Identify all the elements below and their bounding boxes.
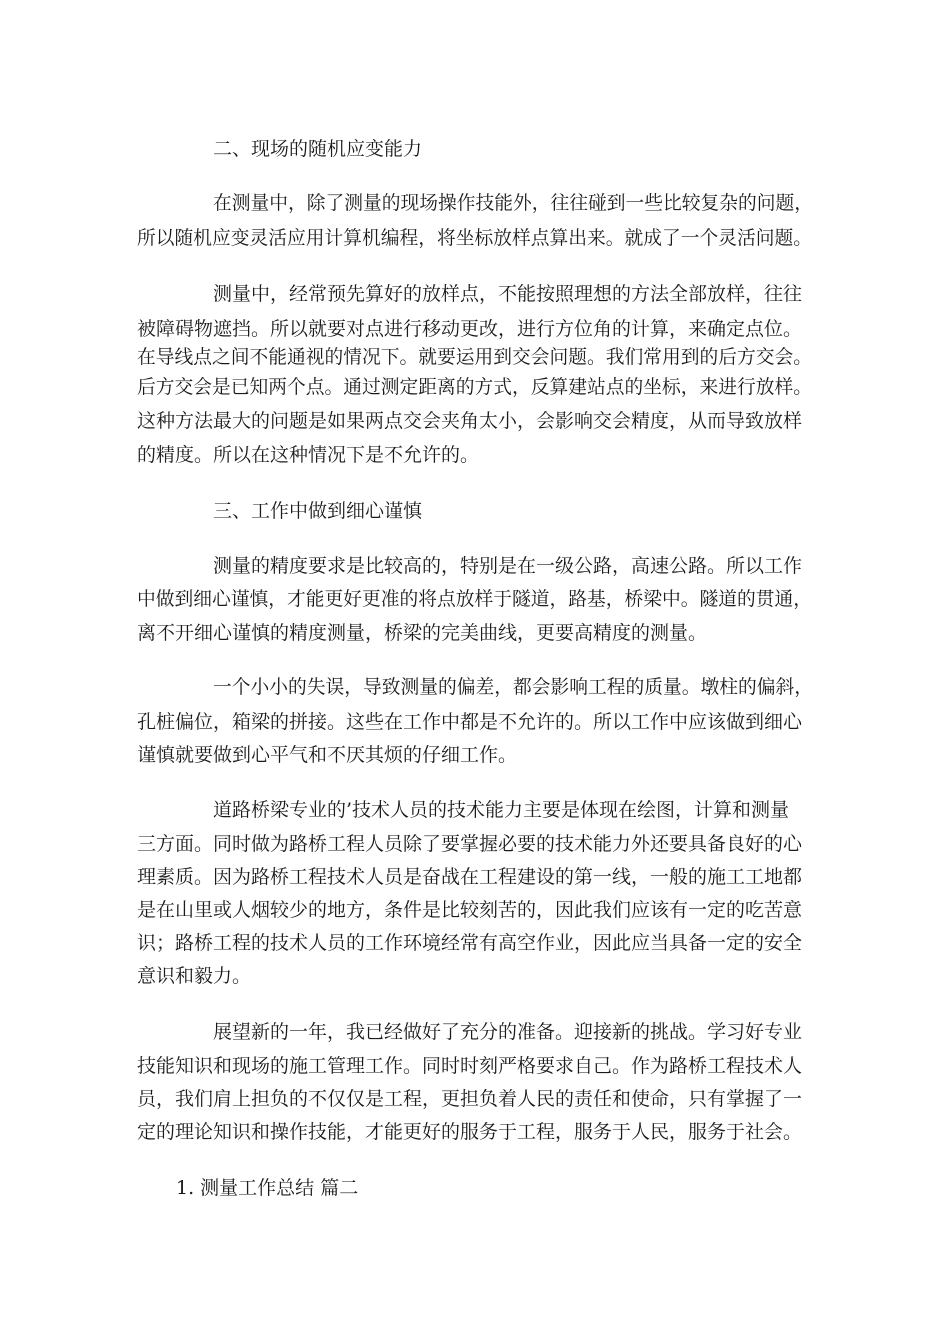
paragraph-line: 中做到细心谨慎，才能更好更准的将点放样于隧道，路基，桥梁中。隧道的贯通， <box>137 589 812 610</box>
paragraph-line: 道路桥梁专业的’技术人员的技术能力主要是体现在绘图，计算和测量 <box>213 799 790 821</box>
paragraph-line: 一个小小的失误，导致测量的偏差，都会影响工程的质量。墩柱的偏斜， <box>213 677 813 698</box>
paragraph-line: 的精度。所以在这种情况下是不允许的。 <box>137 444 480 466</box>
paragraph-line: 在导线点之间不能通视的情况下。就要运用到交会问题。我们常用到的后方交会。 <box>137 347 812 368</box>
paragraph-line: 这种方法最大的问题是如果两点交会夹角太小，会影响交会精度，从而导致放样 <box>137 410 803 432</box>
paragraph-line: 三方面。同时做为路桥工程人员除了要掌握必要的技术能力外还要具备良好的心 <box>137 833 803 855</box>
paragraph-line: 技能知识和现场的施工管理工作。同时时刻严格要求自己。作为路桥工程技术人 <box>137 1055 803 1077</box>
paragraph-line: 被障碍物遮挡。所以就要对点进行移动更改，进行方位角的计算，来确定点位。 <box>137 318 803 340</box>
paragraph-line: 测量中，经常预先算好的放样点，不能按照理想的方法全部放样，往往 <box>213 283 803 305</box>
paragraph-line: 员，我们肩上担负的不仅仅是工程，更担负着人民的责任和使命，只有掌握了一 <box>137 1088 803 1110</box>
paragraph-line: 理素质。因为路桥工程技术人员是奋战在工程建设的第一线，一般的施工工地都 <box>137 866 803 888</box>
paragraph-line: 后方交会是已知两个点。通过测定距离的方式，反算建站点的坐标，来进行放样。 <box>137 377 812 398</box>
section-heading-3: 三、工作中做到细心谨慎 <box>213 500 423 522</box>
paragraph-line: 意识和毅力。 <box>137 965 252 987</box>
paragraph-line: 测量的精度要求是比较高的，特别是在一级公路，高速公路。所以工作 <box>213 555 803 577</box>
paragraph-line: 在测量中，除了测量的现场操作技能外，往往碰到一些比较复杂的问题， <box>213 193 813 214</box>
paragraph-line: 定的理论知识和操作技能，才能更好的服务于工程，服务于人民，服务于社会。 <box>137 1121 803 1143</box>
paragraph-line: 离不开细心谨慎的精度测量，桥梁的完美曲线，更要高精度的测量。 <box>137 622 708 644</box>
paragraph-line: 是在山里或人烟较少的地方，条件是比较刻苦的，因此我们应该有一定的吃苦意 <box>137 899 803 921</box>
paragraph-line: 孔桩偏位，箱梁的拼接。这些在工作中都是不允许的。所以工作中应该做到细心 <box>137 711 803 733</box>
paragraph-line: 所以随机应变灵活应用计算机编程，将坐标放样点算出来。就成了一个灵活问题。 <box>137 228 812 249</box>
paragraph-line: 谨慎就要做到心平气和不厌其烦的仔细工作。 <box>137 744 518 766</box>
list-item-title: 1. 测量工作总结 篇二 <box>176 1177 359 1199</box>
paragraph-line: 展望新的一年，我已经做好了充分的准备。迎接新的挑战。学习好专业 <box>213 1021 803 1043</box>
section-heading-2: 二、现场的随机应变能力 <box>213 138 423 160</box>
paragraph-line: 识；路桥工程的技术人员的工作环境经常有高空作业，因此应当具备一定的安全 <box>137 932 803 954</box>
